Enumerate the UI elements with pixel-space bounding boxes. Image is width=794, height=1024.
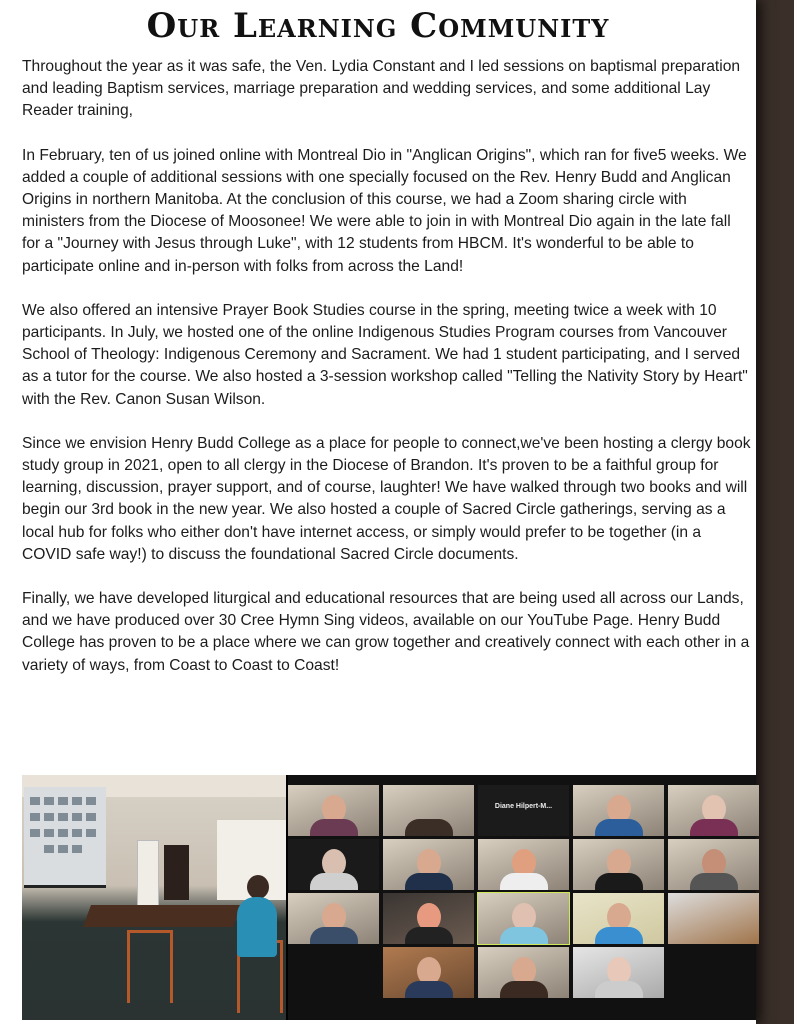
participant-name: Diane Hilpert-M... <box>494 803 553 810</box>
chair <box>127 930 173 1003</box>
video-tile <box>383 893 474 944</box>
paragraph-sessions: Throughout the year as it was safe, the Ven. Lydia Constant and I led sessions on baptismal preparation and leading Baptism services, marriage preparation and wedding services, and some additional Lay Reader training, <box>22 58 741 120</box>
article-body <box>22 56 752 699</box>
doorway <box>164 845 189 900</box>
video-tile <box>668 785 759 836</box>
video-tile <box>478 839 569 890</box>
video-tile <box>288 893 379 944</box>
video-tile <box>383 785 474 836</box>
paragraph-prayer-book: We also offered an intensive Prayer Book Studies course in the spring, meeting twice a week with 10 participants. In July, we hosted one of the online Indigenous Studies Program courses from Vancouver School of Theology: Indigenous Ceremony and Sacrament. We had 1 student participating, and I served as a tutor for the course. We also hosted a 3-session workshop called "Telling the Nativity Story by Heart" with the Rev. Canon Susan Wilson. <box>22 301 748 408</box>
video-tile-active-speaker <box>478 893 569 944</box>
video-tile <box>288 785 379 836</box>
paragraph-book-study: Since we envision Henry Budd College as a place for people to connect,we've been hosting a clergy book study group in 2021, open to all clergy in the Diocese of Brandon. It's proven to be a faithful group for learning, discussion, prayer support, and of course, laughter! We have walked through two books and will begin our 3rd book in the new year. We also hosted a couple of Sacred Circle gatherings, serving as a local hub for folks who either don't have internet access, or simply would prefer to be together (in a COVID safe way!) to discuss the foundational Sacred Circle documents. <box>22 434 751 563</box>
video-tile <box>668 893 759 944</box>
person <box>237 897 277 957</box>
video-tile <box>573 785 664 836</box>
video-tile <box>573 893 664 944</box>
video-tile-name-only <box>478 785 569 836</box>
photo-strip <box>22 775 756 1020</box>
video-tile <box>573 947 664 998</box>
projector-screen <box>24 787 106 888</box>
zoom-gallery <box>288 775 756 1020</box>
video-tile <box>383 839 474 890</box>
video-tile <box>478 947 569 998</box>
video-tile <box>383 947 474 998</box>
video-tile <box>288 839 379 890</box>
table <box>83 905 241 927</box>
video-tile <box>668 839 759 890</box>
paragraph-anglican-origins: In February, ten of us joined online with Montreal Dio in "Anglican Origins", which ran for five5 weeks. We added a couple of additional sessions with one specially focused on the Rev. Henry Budd and Anglican Origins in northern Manitoba. At the conclusion of this course, we had a Zoom sharing circle with ministers from the Diocese of Moosonee! We were able to join in with Montreal Dio again in the late fall for a "Journey with Jesus through Luke", with 12 students from HBCM. It's wonderful to be able to participate online and in-person with folks from across the Land! <box>22 146 747 275</box>
video-tile <box>573 839 664 890</box>
french-door <box>137 840 159 912</box>
page-title: Our Learning Community <box>146 6 610 46</box>
person-head <box>247 875 269 899</box>
paragraph-resources: Finally, we have developed liturgical and educational resources that are being used all across our Lands, and we have produced over 30 Cree Hymn Sing videos, available on our YouTube Page. Henry Budd College has proven to be a place where we can grow together and creatively connect with each other in a variety of ways, from Coast to Coast to Coast! <box>22 590 750 674</box>
meeting-room-photo <box>22 775 286 1020</box>
